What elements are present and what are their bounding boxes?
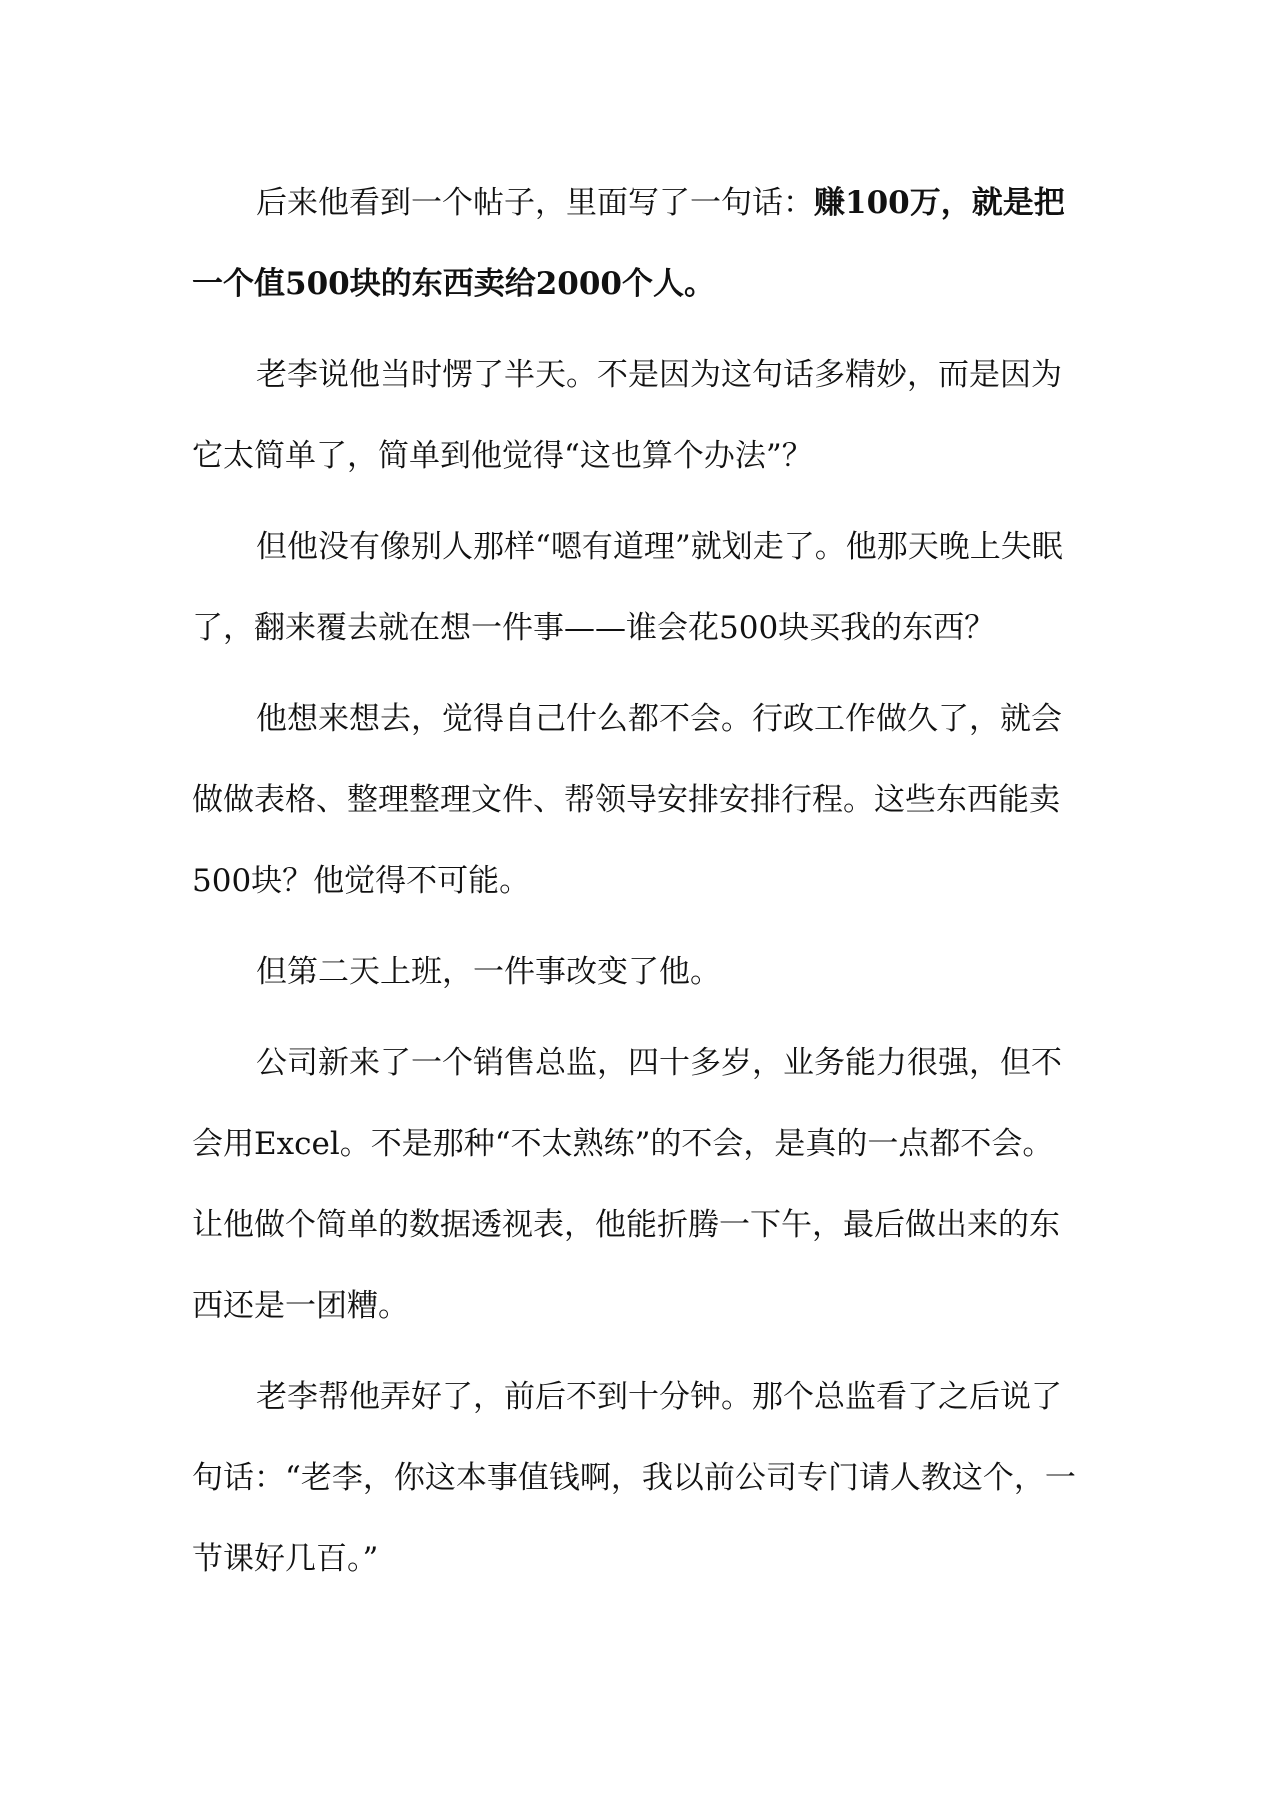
paragraph-1-bold-text: 赚100万，就是把一个值500块的东西卖给2000个人。 — [192, 185, 1065, 302]
paragraph-5 — [192, 932, 1082, 1013]
paragraph-4-text: 他想来想去，觉得自己什么都不会。行政工作做久了，就会做做表格、整理整理文件、帮领导安排安排行程。这些东西能卖500块？他觉得不可能。 — [192, 701, 1062, 899]
paragraph-4 — [192, 679, 1082, 922]
paragraph-6-text: 公司新来了一个销售总监，四十多岁，业务能力很强，但不会用Excel。不是那种“不太熟练”的不会，是真的一点都不会。让他做个简单的数据透视表，他能折腾一下午，最后做出来的东西还是一团糟。 — [192, 1045, 1062, 1324]
paragraph-7 — [192, 1357, 1082, 1600]
paragraph-7-text: 老李帮他弄好了，前后不到十分钟。那个总监看了之后说了句话：“老李，你这本事值钱啊，我以前公司专门请人教这个，一节课好几百。” — [192, 1379, 1076, 1577]
paragraph-1-text: 后来他看到一个帖子，里面写了一句话： — [256, 185, 814, 221]
paragraph-5-text: 但第二天上班，一件事改变了他。 — [256, 954, 721, 990]
paragraph-1 — [192, 163, 1082, 325]
paragraph-6 — [192, 1023, 1082, 1347]
paragraph-2-text: 老李说他当时愣了半天。不是因为这句话多精妙，而是因为它太简单了，简单到他觉得“这也算个办法”？ — [192, 357, 1062, 474]
paragraph-2 — [192, 335, 1082, 497]
paragraph-3-text: 但他没有像别人那样“嗯有道理”就划走了。他那天晚上失眠了，翻来覆去就在想一件事——谁会花500块买我的东西？ — [192, 529, 1063, 646]
document-body — [192, 163, 1082, 1600]
paragraph-3 — [192, 507, 1082, 669]
